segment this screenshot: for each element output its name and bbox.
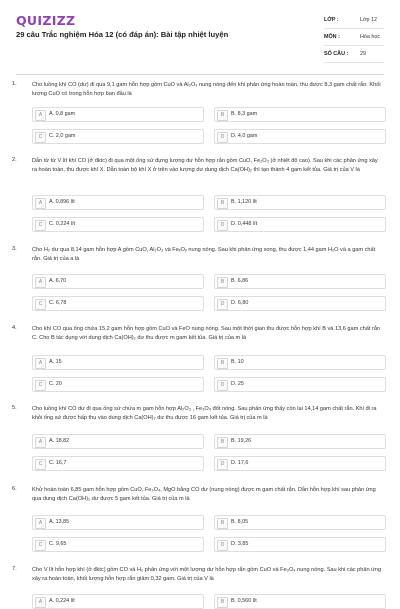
option-b[interactable]	[214, 594, 386, 609]
option-letter: A	[35, 437, 46, 448]
option-letter: B	[217, 437, 228, 448]
question-text: Cho luồng khí CO dư đi qua ống sứ chứa m gam hỗn hợp Al₂O₃ , Fe₃O₄ đốt nóng. Sau phản ứng thấy còn lại 14,14 gam chất rắn. Khí đi ra khỏi ống sứ được hấp thụ vào dung dịch Ca(OH)₂ dư thu được 16 gam kết tủa. Giá trị của m là	[32, 406, 377, 421]
meta-row-question-count	[324, 46, 384, 63]
option-text: B. 8,3 gam	[231, 111, 258, 117]
question-6	[12, 486, 388, 554]
question-text: Cho H₂ dư qua 8,14 gam hỗn hợp A gồm CuO, Al₂O₃ và FeₓOᵧ nung nóng. Sau khi phản ứng xong, thu được 1,44 gam H₂O và a gam chất rắn. Giá trị của a là	[32, 247, 376, 262]
option-a[interactable]	[32, 434, 204, 449]
question-number: 2.	[12, 157, 17, 163]
option-letter: C	[35, 220, 46, 231]
meta-key: MÔN :	[324, 34, 340, 40]
option-text: C. 20	[49, 381, 62, 387]
option-d[interactable]	[214, 217, 386, 232]
question-number: 6.	[12, 486, 17, 492]
question-text: Cho V lít hỗn hợp khí (ở đktc) gồm CO và H₂ phản ứng với một lượng dư hỗn hợp rắn gồm CuO và Fe₃O₄ nung nóng. Sau khi các phản ứng xảy ra hoàn toàn, khối lượng hỗn hợp rắn giảm 0,32 gam. Giá trị của V là	[32, 567, 382, 582]
option-text: B. 10	[231, 359, 244, 365]
option-letter: A	[35, 597, 46, 608]
option-letter: D	[217, 459, 228, 470]
header-divider	[16, 74, 384, 75]
option-a[interactable]	[32, 515, 204, 530]
option-d[interactable]	[214, 377, 386, 392]
option-letter: C	[35, 299, 46, 310]
option-letter: A	[35, 358, 46, 369]
option-text: B. 0,560 lít	[231, 598, 257, 604]
option-b[interactable]	[214, 355, 386, 370]
quizizz-logo[interactable]: QUIZIZZ	[16, 13, 76, 28]
option-text: A. 6,70	[49, 278, 67, 284]
option-letter: C	[35, 540, 46, 551]
option-d[interactable]	[214, 456, 386, 471]
option-text: C. 9,65	[49, 541, 67, 547]
option-text: B. 1,120 lít	[231, 199, 257, 205]
meta-row-subject	[324, 29, 384, 46]
option-letter: B	[217, 518, 228, 529]
meta-value: Lớp 12	[360, 17, 378, 23]
option-b[interactable]	[214, 195, 386, 210]
option-text: C. 6,78	[49, 300, 67, 306]
option-letter: A	[35, 518, 46, 529]
option-letter: A	[35, 198, 46, 209]
option-letter: B	[217, 358, 228, 369]
option-letter: A	[35, 110, 46, 121]
meta-value: Hóa học	[360, 34, 381, 40]
option-c[interactable]	[32, 129, 204, 144]
question-number: 4.	[12, 325, 17, 331]
option-text: A. 15	[49, 359, 62, 365]
page-title: 29 câu Trắc nghiệm Hóa 12 (có đáp án): Bài tập nhiệt luyện	[16, 30, 229, 39]
question-5	[12, 405, 388, 473]
meta-table	[324, 12, 384, 63]
option-letter: D	[217, 540, 228, 551]
option-text: D. 25	[231, 381, 244, 387]
option-a[interactable]	[32, 274, 204, 289]
option-text: D. 0,448 lít	[231, 221, 258, 227]
option-letter: D	[217, 380, 228, 391]
option-text: C. 2,0 gam	[49, 133, 76, 139]
option-d[interactable]	[214, 129, 386, 144]
worksheet-header	[0, 0, 400, 70]
option-text: C. 0,224 lít	[49, 221, 76, 227]
option-d[interactable]	[214, 296, 386, 311]
question-number: 3.	[12, 246, 17, 252]
option-text: C. 16,7	[49, 460, 67, 466]
option-text: A. 18,82	[49, 438, 70, 444]
option-text: D. 4,0 gam	[231, 133, 258, 139]
option-a[interactable]	[32, 594, 204, 609]
option-a[interactable]	[32, 355, 204, 370]
option-b[interactable]	[214, 434, 386, 449]
option-a[interactable]	[32, 107, 204, 122]
question-number: 7.	[12, 566, 17, 572]
option-a[interactable]	[32, 195, 204, 210]
option-letter: D	[217, 132, 228, 143]
meta-key: SỐ CÂU :	[324, 51, 349, 57]
option-letter: B	[217, 597, 228, 608]
option-letter: C	[35, 132, 46, 143]
option-text: B. 19,26	[231, 438, 252, 444]
option-text: D. 6,80	[231, 300, 249, 306]
option-b[interactable]	[214, 274, 386, 289]
option-text: A. 13,85	[49, 519, 70, 525]
question-2	[12, 157, 388, 237]
option-letter: B	[217, 277, 228, 288]
option-text: D. 3,85	[231, 541, 249, 547]
option-c[interactable]	[32, 537, 204, 552]
meta-value: 29	[360, 51, 366, 57]
option-letter: D	[217, 299, 228, 310]
option-c[interactable]	[32, 377, 204, 392]
option-text: B. 8,05	[231, 519, 249, 525]
meta-row-grade	[324, 12, 384, 29]
option-letter: D	[217, 220, 228, 231]
question-4	[12, 325, 388, 393]
option-b[interactable]	[214, 107, 386, 122]
option-d[interactable]	[214, 537, 386, 552]
question-3	[12, 246, 388, 310]
question-number: 5.	[12, 405, 17, 411]
question-text: Cho khí CO qua ống chứa 15,2 gam hỗn hợp gồm CuO và FeO nung nóng. Sau một thời gian thu được hỗn hợp khí B và 13,6 gam chất rắn C. Cho B tác dụng với dung dịch Ca(OH)₂ dư thu được m gam kết tủa. Giá trị của m là	[32, 326, 381, 341]
question-7	[12, 566, 388, 605]
option-text: A. 0,8 gam	[49, 111, 76, 117]
option-c[interactable]	[32, 296, 204, 311]
option-c[interactable]	[32, 217, 204, 232]
option-b[interactable]	[214, 515, 386, 530]
question-number: 1.	[12, 81, 17, 87]
option-letter: B	[217, 110, 228, 121]
option-letter: C	[35, 380, 46, 391]
question-text: Dẫn từ từ V lít khí CO (ở đktc) đi qua một ống sứ đựng lượng dư hỗn hợp rắn gồm CuO, Fe₂O₃ (ở nhiệt độ cao). Sau khi các phản ứng xảy ra hoàn toàn, thu được khí X. Dẫn toàn bộ khí X ở trên vào lượng dư dung dịch Ca(OH)₂ thì tạo thành 4 gam kết tủa. Giá trị của V là	[32, 158, 378, 173]
option-c[interactable]	[32, 456, 204, 471]
option-text: D. 17,6	[231, 460, 249, 466]
option-text: B. 6,86	[231, 278, 249, 284]
question-text: Khử hoàn toàn 6,85 gam hỗn hợp gồm CuO, Fe₃O₄, MgO bằng CO dư (nung nóng) được m gam chất rắn. Dẫn hỗn hợp khí sau phản ứng qua dung dịch Ca(OH)₂ dư được 5 gam kết tủa. Giá trị của m là	[32, 487, 376, 502]
option-letter: A	[35, 277, 46, 288]
option-text: A. 0,896 lít	[49, 199, 75, 205]
option-letter: C	[35, 459, 46, 470]
question-text: Cho luồng khí CO (dư) đi qua 9,1 gam hỗn hợp gồm CuO và Al₂O₃ nung nóng đến khi phản ứng hoàn toàn, thu được 8,3 gam chất rắn. Khối lượng CuO có trong hỗn hợp ban đầu là	[32, 82, 381, 97]
meta-key: LỚP :	[324, 17, 339, 23]
question-1	[12, 81, 388, 145]
option-letter: B	[217, 198, 228, 209]
option-text: A. 0,224 lít	[49, 598, 75, 604]
